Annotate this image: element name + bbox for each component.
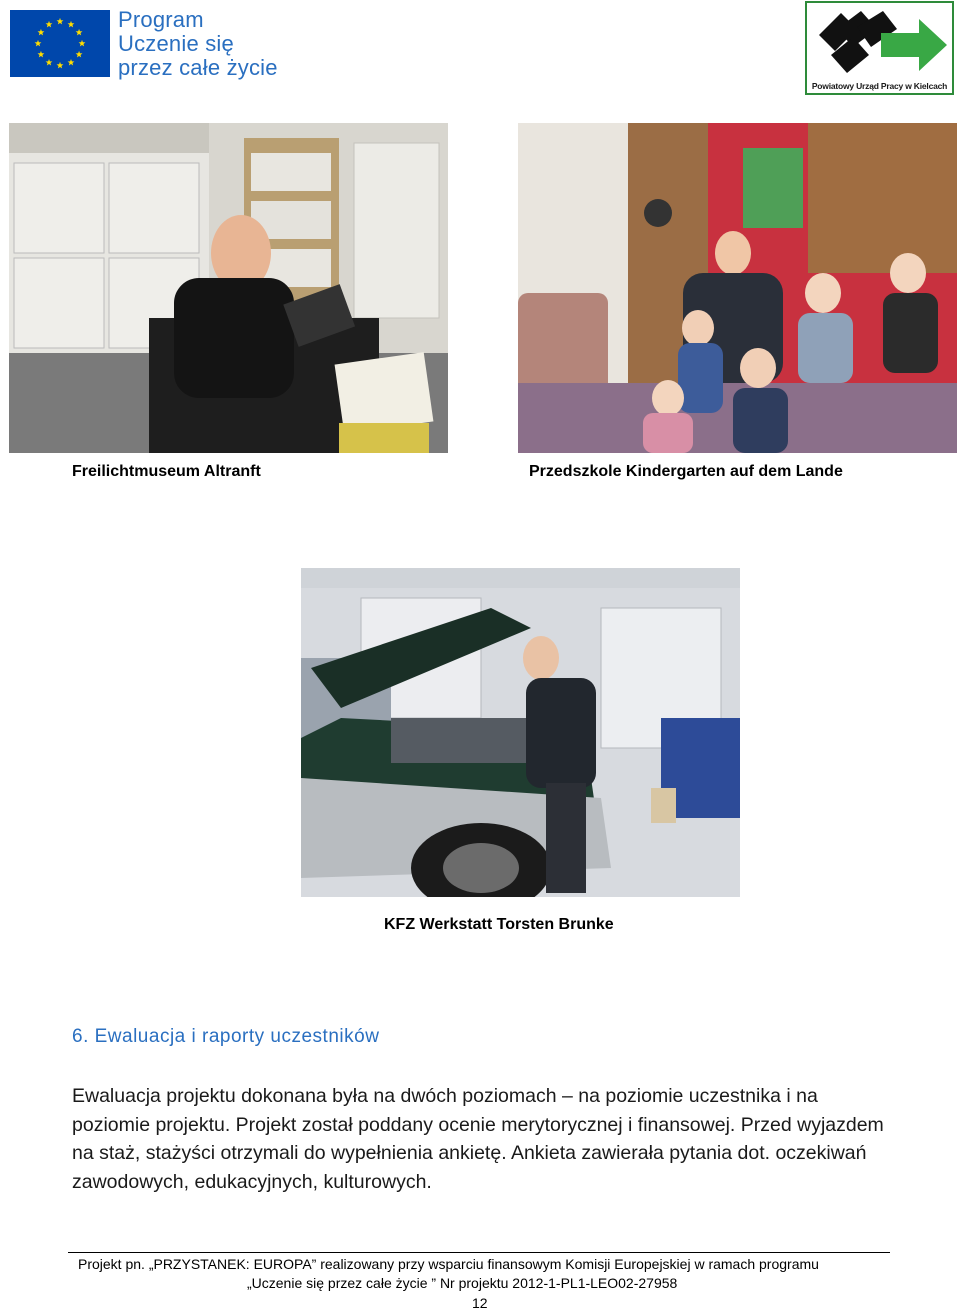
workshop-photo-caption: KFZ Werkstatt Torsten Brunke [384,916,614,933]
kindergarten-photo [518,123,957,453]
kindergarten-photo-caption: Przedszkole Kindergarten auf dem Lande [529,463,843,480]
footer-divider [68,1252,890,1253]
footer-project-number-line: „Uczenie się przez całe życie ” Nr projektu 2012-1-PL1-LEO02-27958 [247,1275,678,1291]
page-number: 12 [472,1295,488,1311]
section-body-paragraph: Ewaluacja projektu dokonana była na dwóch poziomach – na poziomie uczestnika i na poziomie projektu. Projekt został poddany ocenie merytorycznej i finansowej. Przed wyjazdem na staż, stażyści otrzymali do wypełnienia ankietę. Ankieta zawierała pytania dot. oczekiwań zawodowych, edukacyjnych, kulturowych. [72,1085,884,1193]
footer-project-line: Projekt pn. „PRZYSTANEK: EUROPA” realizowany przy wsparciu finansowym Komisji Europejskiej w ramach programu [78,1256,819,1272]
eu-flag-logo [10,10,110,77]
pup-logo [805,1,954,95]
section-heading: 6. Ewaluacja i raporty uczestników [72,1026,380,1047]
eu-stars-icon [10,10,110,77]
office-photo [9,123,448,453]
office-photo-caption: Freilichtmuseum Altranft [72,463,261,480]
program-line: przez całe życie [118,55,278,80]
pup-caption: Powiatowy Urząd Pracy w Kielcach [811,81,948,91]
program-logo-text [118,8,338,80]
workshop-photo [301,568,740,897]
arrow-cards-icon [811,7,949,77]
program-line: Program [118,7,204,32]
program-line: Uczenie się [118,31,234,56]
